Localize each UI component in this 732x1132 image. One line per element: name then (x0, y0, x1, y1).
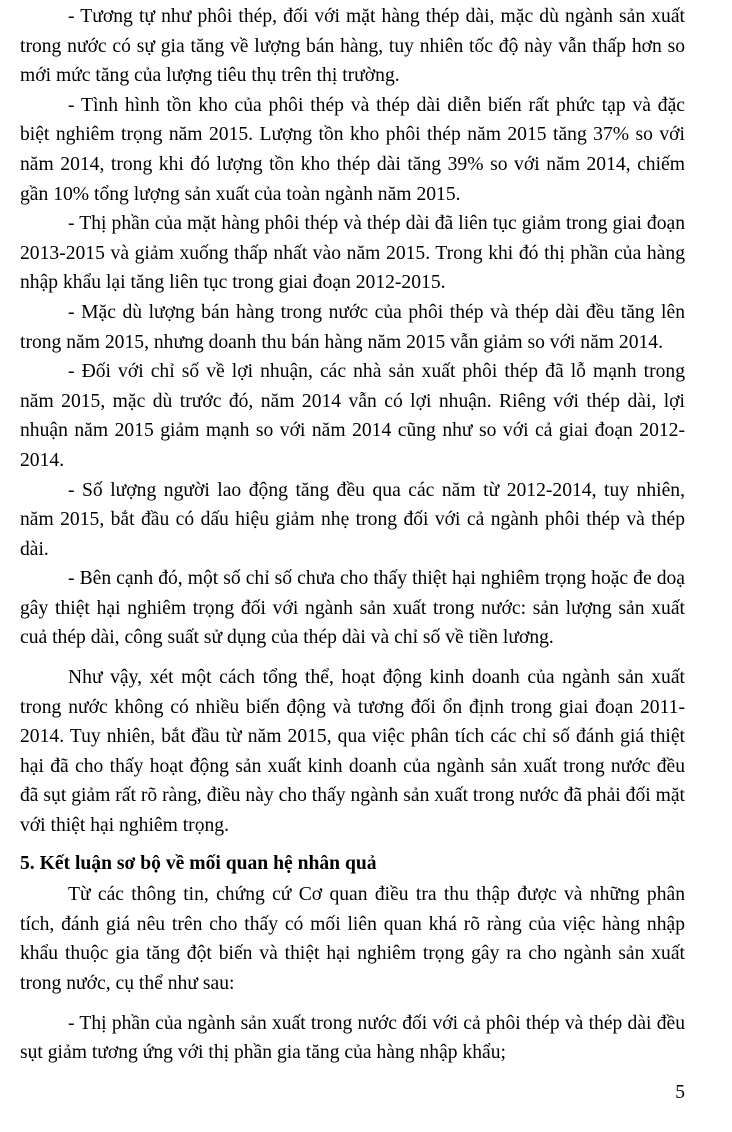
bullet-paragraph-inventory: - Tình hình tồn kho của phôi thép và thép dài diễn biến rất phức tạp và đặc biệt nghiêm trọng năm 2015. Lượng tồn kho phôi thép năm 2015 tăng 37% so với năm 2014, trong khi đó lượng tồn kho thép dài tăng 39% so với năm 2014, chiếm gần 10% tổng lượng sản xuất của toàn ngành năm 2015. (20, 94, 685, 205)
section-bullet-paragraph: - Thị phần của ngành sản xuất trong nước đối với cả phôi thép và thép dài đều sụt giảm tương ứng với thị phần gia tăng của hàng nhập khẩu; (20, 1012, 685, 1064)
section-intro-paragraph: Từ các thông tin, chứng cứ Cơ quan điều tra thu thập được và những phân tích, đánh giá nêu trên cho thấy có mối liên quan khá rõ ràng của việc hàng nhập khẩu thuộc gia tăng đột biến và thiệt hại nghiêm trọng gây ra cho ngành sản xuất trong nước, cụ thể như sau: (20, 884, 685, 994)
page-number: 5 (675, 1082, 685, 1103)
bullet-paragraph-labor: - Số lượng người lao động tăng đều qua các năm từ 2012-2014, tuy nhiên, năm 2015, bắt đầu có dấu hiệu giảm nhẹ trong đối với cả ngành phôi thép và thép dài. (20, 479, 685, 560)
bullet-paragraph-profit: - Đối với chỉ số về lợi nhuận, các nhà sản xuất phôi thép đã lỗ mạnh trong năm 2015, mặc dù trước đó, năm 2014 vẫn có lợi nhuận. Riêng với thép dài, lợi nhuận năm 2015 giảm mạnh so với năm 2014 cũng như so với cả giai đoạn 2012-2014. (20, 361, 685, 471)
bullet-paragraph-long-steel-sales: - Tương tự như phôi thép, đối với mặt hàng thép dài, mặc dù ngành sản xuất trong nước có sự gia tăng về lượng bán hàng, tuy nhiên tốc độ này vẫn thấp hơn so mới mức tăng của lượng tiêu thụ trên thị trường. (20, 6, 685, 87)
document-page (20, 2, 685, 1068)
bullet-paragraph-other-indicators: - Bên cạnh đó, một số chỉ số chưa cho thấy thiệt hại nghiêm trọng hoặc đe doạ gây thiệt hại nghiêm trọng đối với ngành sản xuất trong nước: sản lượng sản xuất cuả thép dài, công suất sử dụng của thép dài và chỉ số về tiền lương. (20, 568, 685, 649)
bullet-paragraph-revenue: - Mặc dù lượng bán hàng trong nước của phôi thép và thép dài đều tăng lên trong năm 2015, nhưng doanh thu bán hàng năm 2015 vẫn giảm so với năm 2014. (20, 301, 685, 353)
summary-paragraph: Như vậy, xét một cách tổng thể, hoạt động kinh doanh của ngành sản xuất trong nước không có nhiều biến động và tương đối ổn định trong giai đoạn 2011-2014. Tuy nhiên, bắt đầu từ năm 2015, qua việc phân tích các chỉ số đánh giá thiệt hại đã cho thấy hoạt động sản xuất kinh doanh của ngành sản xuất trong nước đều đã sụt giảm rất rõ ràng, điều này cho thấy ngành sản xuất trong nước đã phải đối mặt với thiệt hại nghiêm trọng. (20, 667, 685, 837)
section-heading: 5. Kết luận sơ bộ về mối quan hệ nhân quả (20, 852, 377, 874)
bullet-paragraph-market-share: - Thị phần của mặt hàng phôi thép và thép dài đã liên tục giảm trong giai đoạn 2013-2015 và giảm xuống thấp nhất vào năm 2015. Trong khi đó thị phần của hàng nhập khẩu lại tăng liên tục trong giai đoạn 2012-2015. (20, 213, 685, 294)
